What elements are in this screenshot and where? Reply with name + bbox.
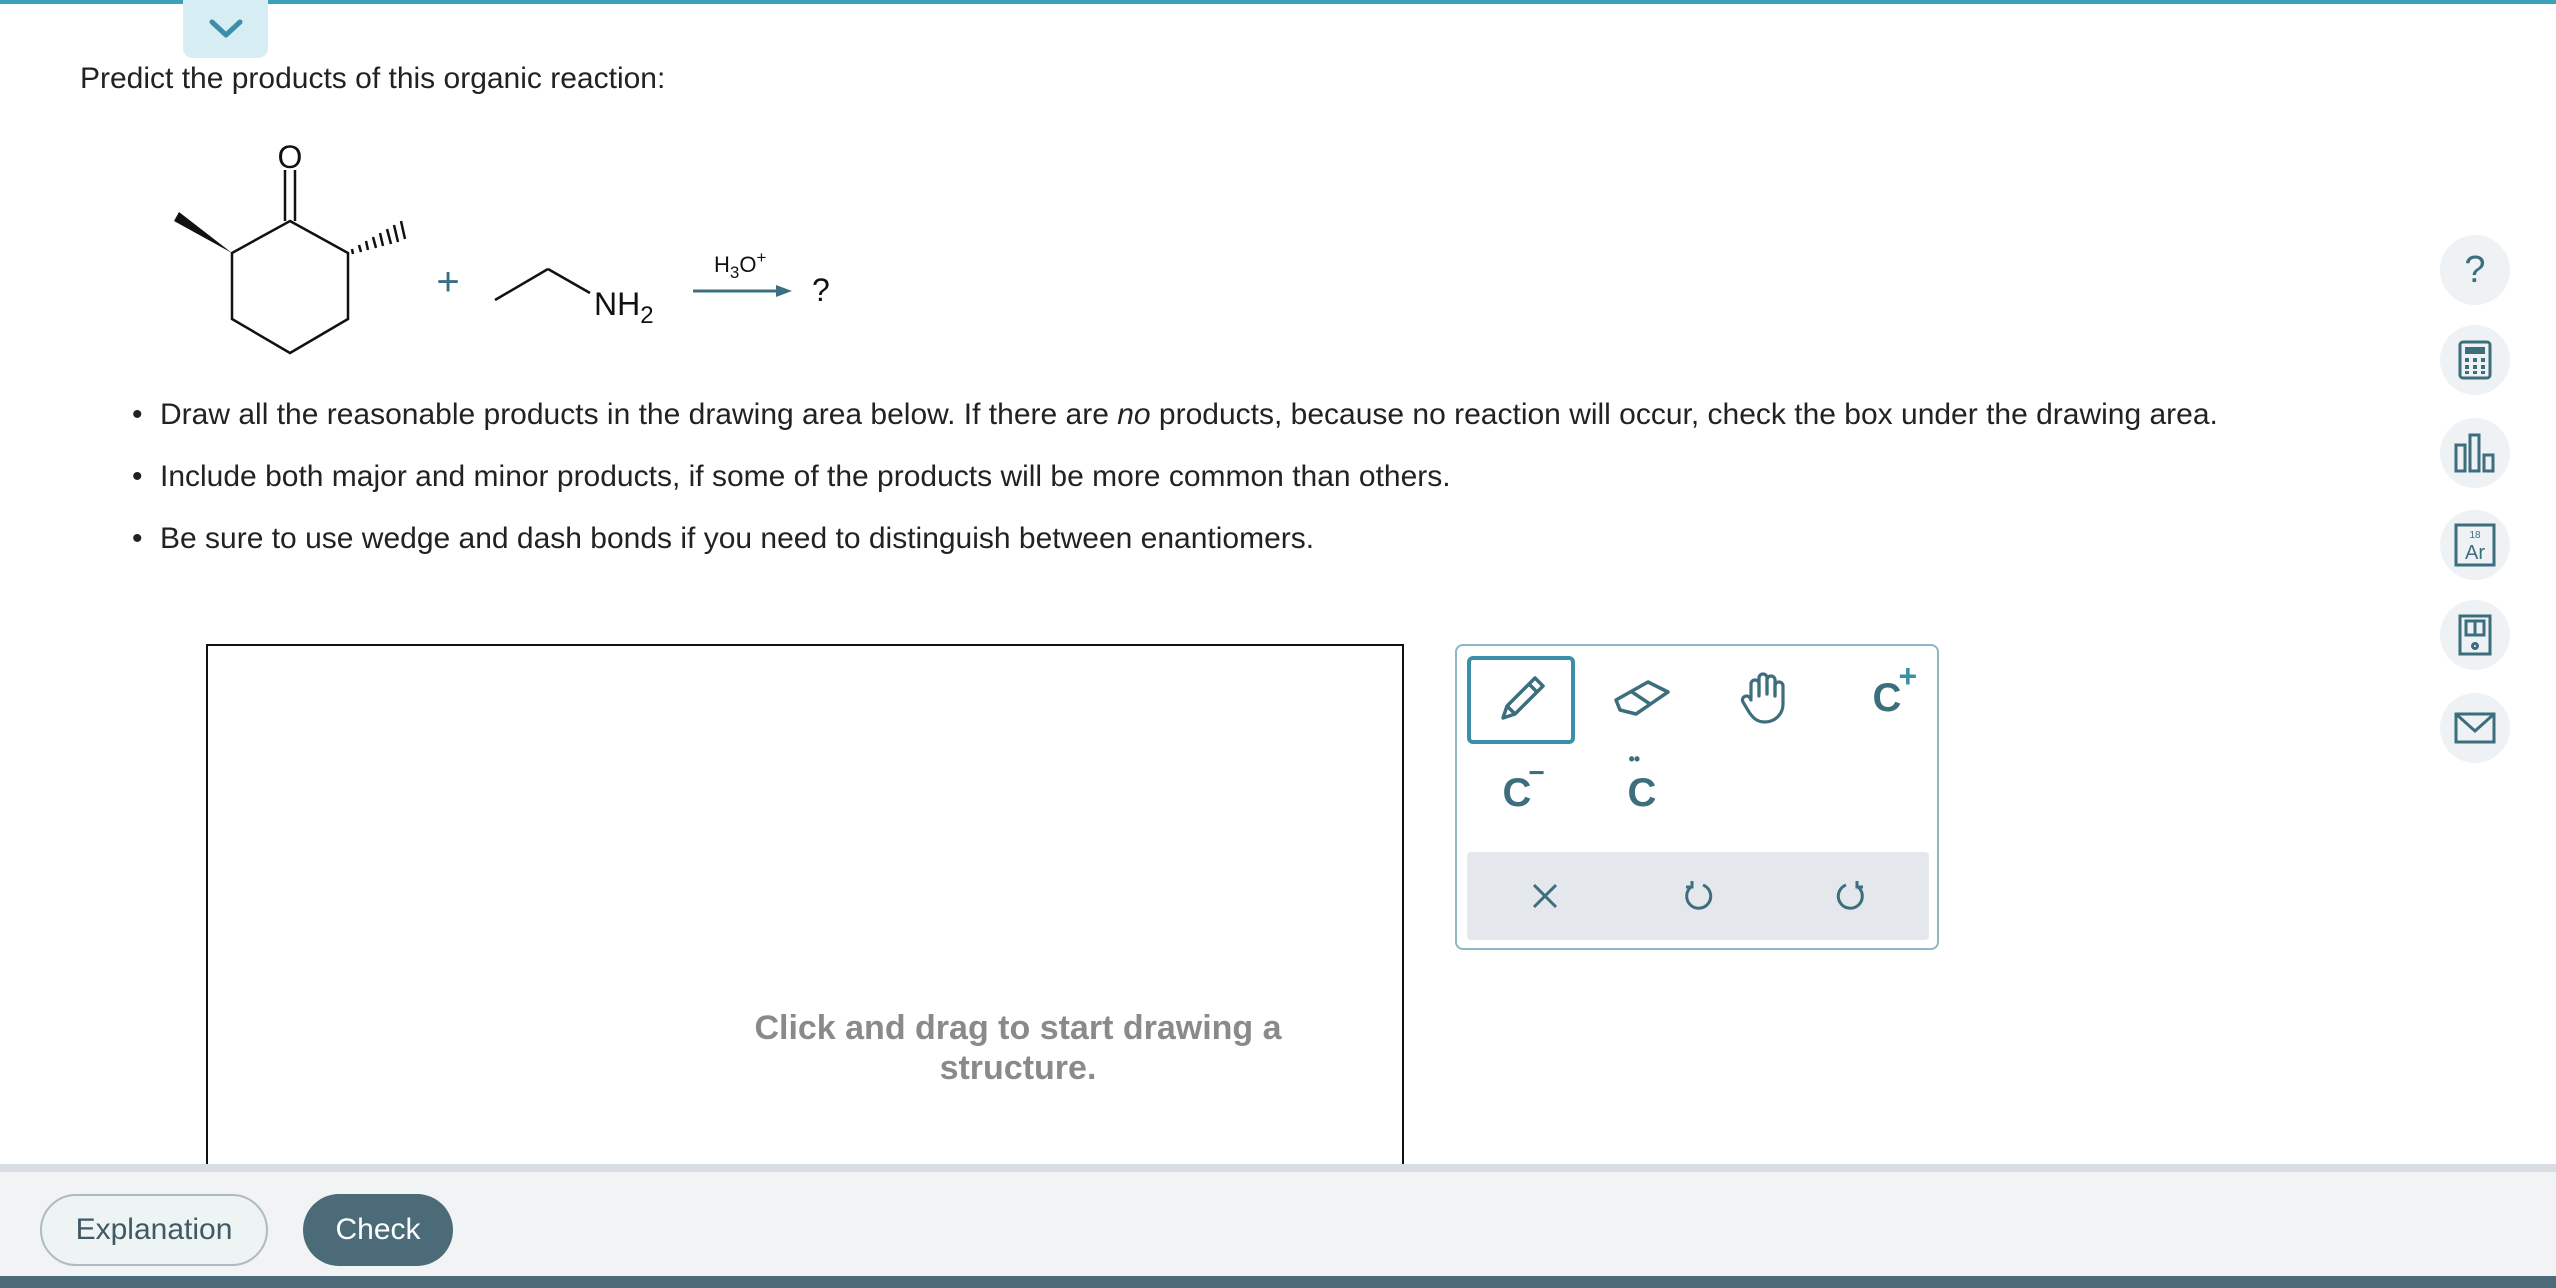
question-title: Predict the products of this organic reaction: (80, 62, 666, 95)
redo-button[interactable] (1801, 854, 1901, 938)
reaction-arrow (693, 285, 792, 297)
message-button[interactable] (2440, 693, 2510, 763)
eraser-icon (1610, 670, 1674, 726)
add-positive-charge-tool[interactable]: C + (1872, 657, 1918, 720)
instruction-item: • Draw all the reasonable products in the drawing area below. If there are no products, because no reaction will occur, check the box under the drawing area. (130, 398, 2290, 432)
amine-group: $NH_2$ (594, 286, 654, 329)
bottom-accent-bar (0, 1276, 2556, 1288)
add-lone-pair-tool[interactable]: •• C (1627, 748, 1657, 815)
close-icon (1530, 881, 1560, 911)
eraser-tool[interactable] (1592, 656, 1692, 740)
pencil-tool[interactable] (1467, 656, 1575, 744)
check-button[interactable]: Check (303, 1194, 453, 1266)
bar-chart-icon (2453, 431, 2497, 475)
cyclohexanone-ring (232, 170, 348, 353)
product-unknown: ? (812, 272, 830, 308)
drawing-hint: Click and drag to start drawing a structure. (754, 1009, 1282, 1087)
footer-bar (0, 1164, 2556, 1288)
svg-text:Ar: Ar (2465, 542, 2485, 564)
question-mark-icon: ? (2464, 248, 2486, 291)
add-negative-charge-tool[interactable]: C − (1502, 756, 1545, 815)
chevron-down-icon (208, 18, 244, 40)
plus-sign: + (436, 260, 460, 304)
top-accent-bar (0, 0, 2556, 4)
instruction-item: • Include both major and minor products, if some of the products will be more common than others. (130, 460, 2290, 494)
svg-text:18: 18 (2469, 530, 2481, 541)
ethylamine-bonds (495, 269, 590, 300)
drawing-canvas[interactable] (206, 644, 1404, 1164)
envelope-icon (2453, 711, 2497, 745)
hand-icon (1737, 668, 1793, 728)
wedge-bond (174, 212, 232, 253)
undo-icon (1681, 879, 1715, 913)
calculator-icon (2458, 340, 2492, 380)
instruction-item: • Be sure to use wedge and dash bonds if you need to distinguish between enantiomers. (130, 522, 2290, 556)
pan-tool[interactable] (1715, 656, 1815, 740)
pencil-icon (1491, 670, 1551, 730)
undo-button[interactable] (1648, 854, 1748, 938)
instructions-list (130, 398, 2290, 584)
periodic-table-icon (2453, 522, 2497, 568)
carbonyl-oxygen: O (277, 139, 303, 175)
reaction-scheme (150, 125, 870, 365)
clear-button[interactable] (1495, 854, 1595, 938)
calculator-button[interactable] (2440, 325, 2510, 395)
book-icon (2457, 613, 2493, 657)
reagent-label: $H_3O^+$ (714, 248, 767, 282)
help-button[interactable] (2440, 235, 2510, 305)
periodic-table-button[interactable] (2440, 510, 2510, 580)
reference-book-button[interactable] (2440, 600, 2510, 670)
action-bar (1467, 852, 1929, 940)
data-chart-button[interactable] (2440, 418, 2510, 488)
dash-bond (352, 221, 405, 254)
drawing-toolbox (1455, 644, 1939, 950)
collapse-toggle[interactable] (183, 0, 268, 58)
redo-icon (1834, 879, 1868, 913)
explanation-button[interactable]: Explanation (40, 1194, 268, 1266)
